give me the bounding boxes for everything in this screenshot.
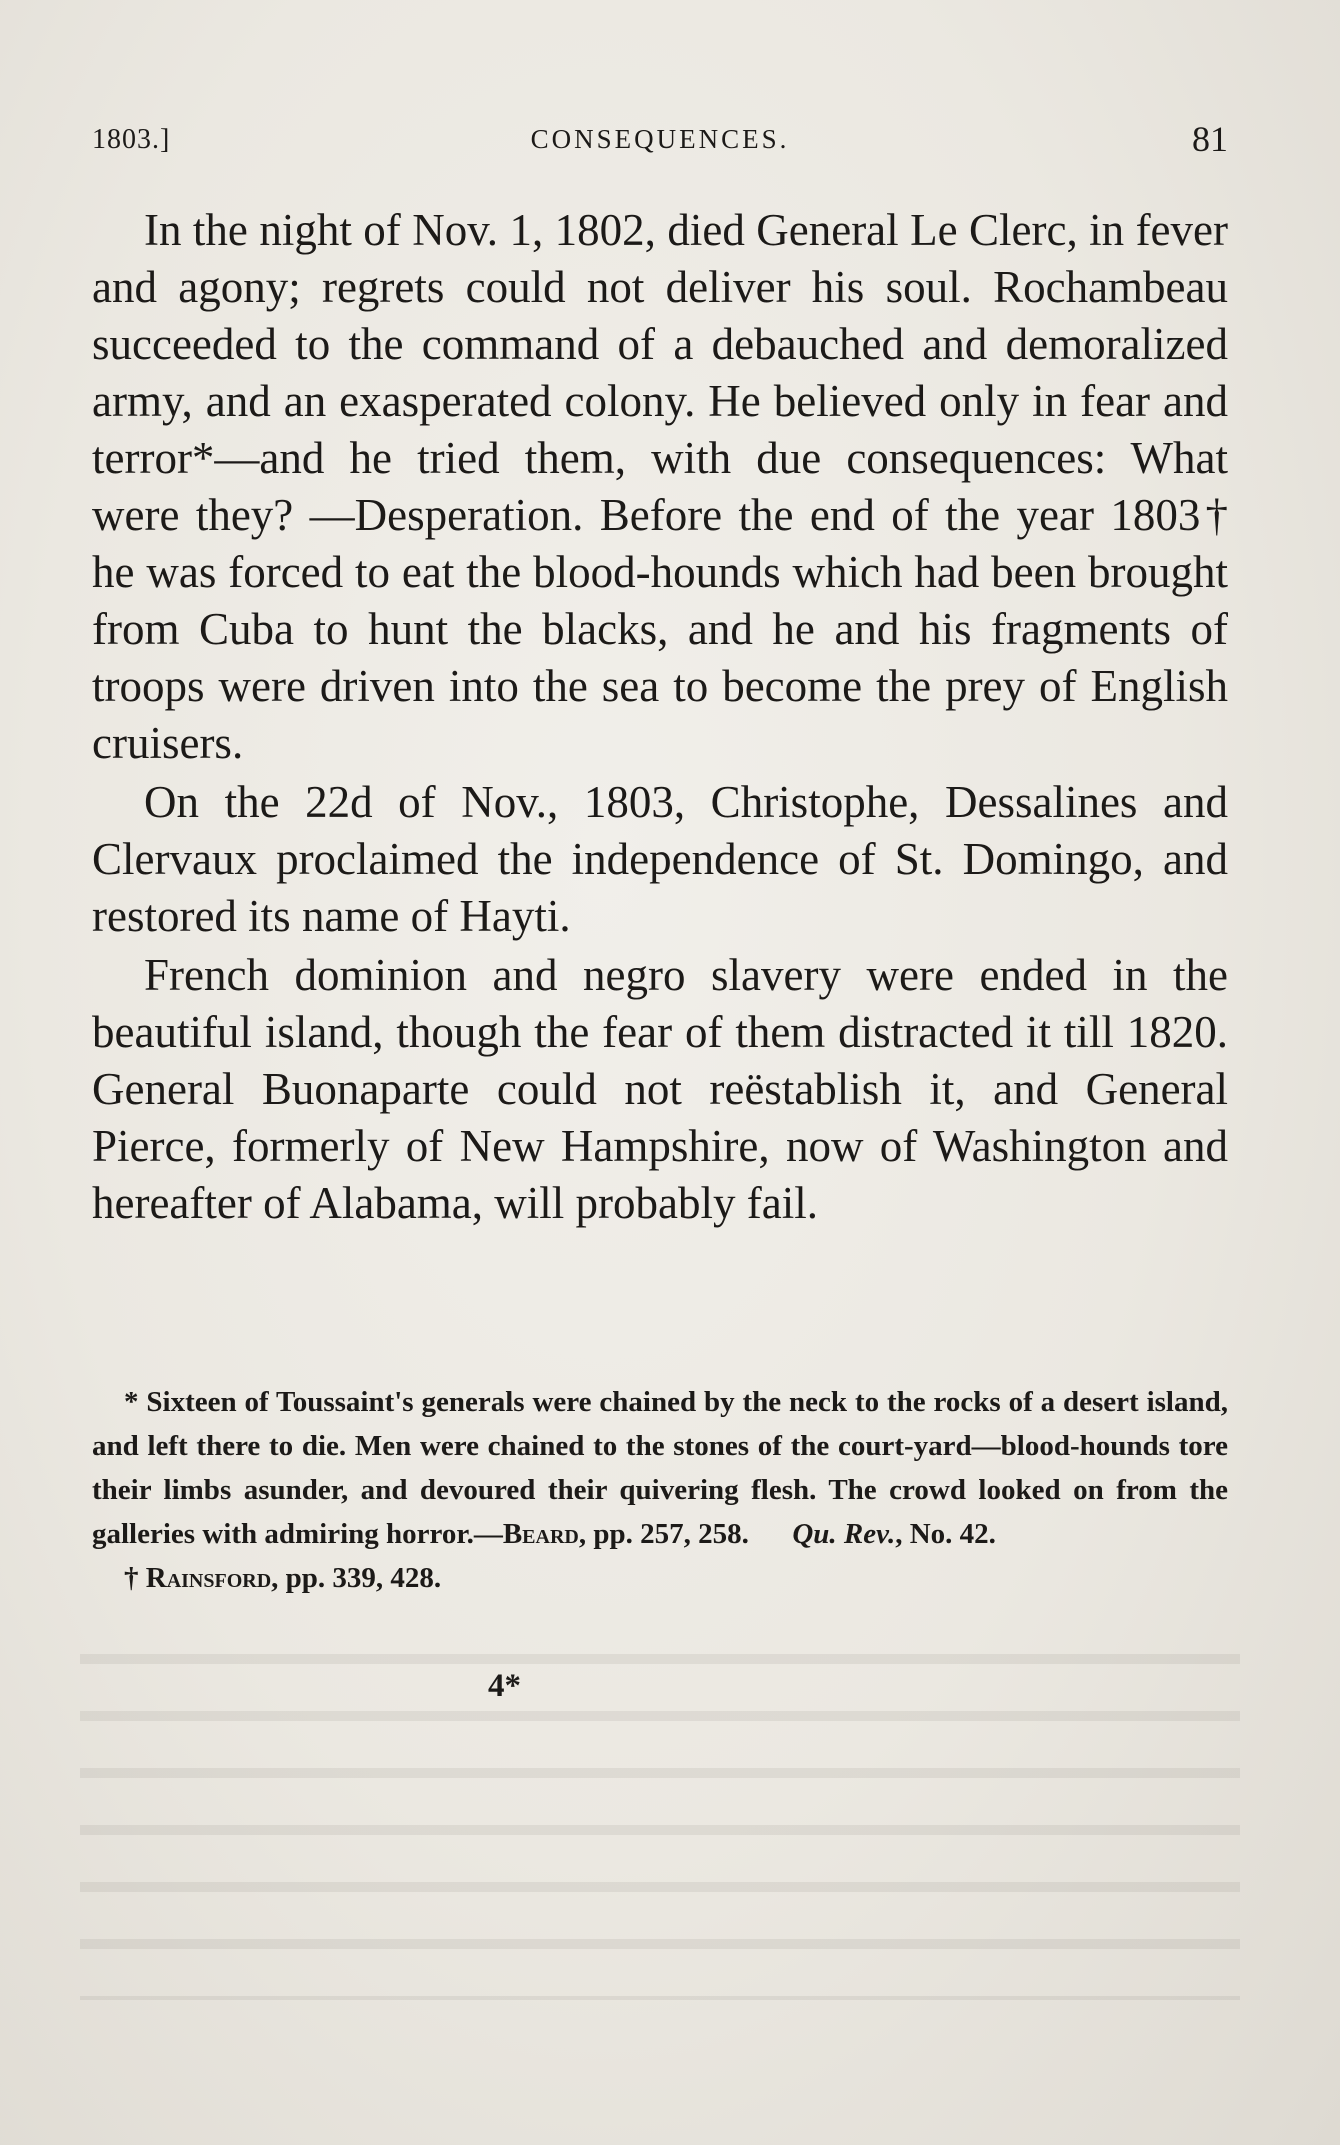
page-number: 81 [1192, 119, 1228, 159]
footnotes [92, 1380, 1228, 1600]
running-head-year: 1803.] [92, 124, 171, 155]
footnote-2-mark: † [124, 1562, 146, 1594]
show-through-text [80, 1620, 1240, 2000]
paragraph: On the 22d of Nov., 1803, Christophe, Dessalines and Clervaux proclaimed the independence of St. Domingo, and restored its name of Hayti. [92, 777, 1228, 941]
running-head-title: CONSEQUENCES. [530, 124, 790, 154]
footnote-1-author: Beard [502, 1518, 579, 1550]
footnote-1-pages: , pp. 257, 258. [578, 1518, 749, 1550]
running-head [92, 118, 1228, 168]
footnote-2 [92, 1556, 1228, 1600]
footnote-1-review: Qu. Rev. [792, 1518, 896, 1550]
footnote-2-pages: , pp. 339, 428. [271, 1562, 442, 1594]
footnote-1-number: , No. 42. [895, 1518, 996, 1550]
footnote-2-author: Rainsford [145, 1562, 272, 1594]
main-text [92, 202, 1228, 1232]
footnote-1 [92, 1380, 1228, 1556]
footnote-1-text: * Sixteen of Toussaint's generals were chained by the neck to the rocks of a desert island, and left there to die. Men were chained to the stones of the court-yard—blood-hounds tore their limbs asunder, and devoured their quivering flesh. The crowd looked on from the galleries with admiring horror.— [92, 1386, 1228, 1550]
signature-mark: 4* [488, 1668, 521, 1704]
paragraph: In the night of Nov. 1, 1802, died General Le Clerc, in fever and agony; regrets could not deliver his soul. Rochambeau succeeded to the command of a debauched and demoralized army, and an exasperated colony. He believed only in fear and terror*—and he tried them, with due consequences: What were they? —Desperation. Before the end of the year 1803† he was forced to eat the blood-hounds which had been brought from Cuba to hunt the blacks, and he and his fragments of troops were driven into the sea to become the prey of English cruisers. [92, 205, 1228, 768]
paragraph: French dominion and negro slavery were ended in the beautiful island, though the fear of them distracted it till 1820. General Buonaparte could not reëstablish it, and General Pierce, formerly of New Hampshire, now of Washington and hereafter of Alabama, will probably fail. [92, 950, 1228, 1228]
